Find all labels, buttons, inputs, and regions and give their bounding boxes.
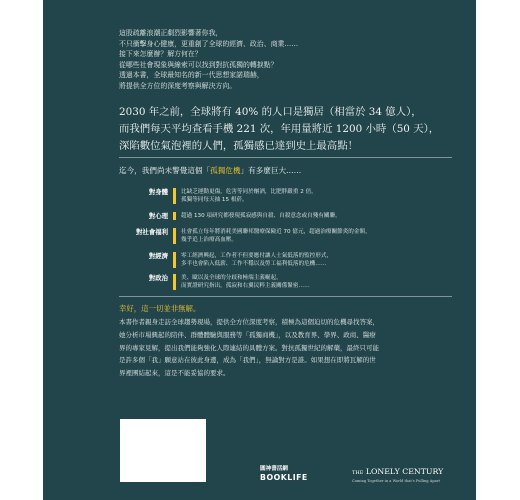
publisher-brand: BOOKLIFE — [260, 473, 308, 482]
book-title-article: THE — [352, 470, 364, 476]
intro-paragraph — [119, 28, 419, 92]
crisis-label: 對政治 — [148, 274, 168, 282]
crisis-text-line: 比缺乏運動更傷，危害等同於酗酒，比肥胖嚴重 2 倍， — [181, 189, 317, 195]
crisis-item-body — [119, 188, 452, 204]
crisis-text — [181, 212, 451, 220]
barcode-area — [120, 419, 206, 482]
crisis-heading-highlight: 孤獨危機 — [210, 166, 241, 175]
book-subtitle: Coming Together in a World that's Pulling Apart — [352, 479, 440, 483]
crisis-bar — [173, 274, 176, 290]
body-line: 界裡團結起來，這是不能妥協的要求。 — [119, 369, 230, 378]
crisis-heading-suffix: 」有多麼巨大…… — [240, 166, 302, 175]
crisis-bar — [173, 188, 176, 204]
crisis-bar — [173, 228, 176, 244]
crisis-label: 對經濟 — [148, 252, 168, 260]
intro-line: 從哪些社會現象與線索可以找到對抗孤獨的轉捩點？ — [119, 60, 278, 69]
crisis-bar — [173, 252, 176, 268]
crisis-item-welfare — [119, 228, 452, 244]
crisis-text — [181, 228, 451, 244]
stats-line: 深陷數位氣泡裡的人們，孤獨感已達到史上最高點！ — [119, 140, 358, 152]
publisher-name: 圓神書活網 — [260, 466, 288, 472]
body-line: 她分析市場興起的陪伴、群體體驗與服務等「孤獨商機」，以及教育界、學界、政商、醫療 — [119, 330, 376, 339]
crisis-heading — [119, 165, 301, 176]
book-title — [352, 467, 472, 478]
intro-line: 將提供全方位的深度考察與解決方向。 — [119, 81, 237, 90]
statistics-paragraph — [119, 104, 449, 155]
crisis-label: 對身體 — [148, 188, 168, 196]
closing-heading: 幸好，這一切並非無解。 — [119, 304, 201, 313]
crisis-item-economy — [119, 252, 452, 268]
stats-line: 而我們每天平均查看手機 221 次，年用量將近 1200 小時（50 天）， — [119, 123, 440, 135]
crisis-text-line: 社會孤立每年將消耗美國聯邦醫療保險近 70 億元，超過治療關節炎的金額， — [181, 229, 371, 235]
intro-line: 透過本書，全球最知名的新一代思想家諾瑞赫， — [119, 71, 264, 80]
divider-top — [119, 157, 452, 158]
body-line: 界的專家見解，提出我們能夠強化人際連結的具體方案。對抗孤獨世紀的解藥，最終只可能 — [119, 343, 379, 352]
crisis-label: 對心理 — [148, 212, 168, 220]
book-title-block — [352, 467, 472, 484]
book-title-main: LONELY CENTURY — [365, 467, 444, 476]
body-line: 是許多個「我」願意站在彼此身邊，成為「我們」，無論對方是誰。如果想在即將瓦解的世 — [119, 356, 376, 365]
intro-line: 接下來怎麼辦？解方何在？ — [119, 50, 202, 59]
crisis-label: 對社會福利 — [136, 228, 168, 236]
crisis-item-mind — [119, 212, 452, 228]
crisis-text — [181, 274, 451, 290]
crisis-bar — [173, 212, 176, 220]
crisis-text — [181, 188, 451, 204]
intro-line: 這股疏離浪潮正劇烈影響著你我， — [119, 29, 223, 37]
intro-line: 不只衝擊身心健康，更重創了全球的經濟、政治、商業…… — [119, 39, 299, 48]
crisis-text-line: 幾乎追上治療高血壓。 — [181, 237, 237, 244]
divider-bottom — [119, 296, 452, 297]
crisis-text-line: 零工經濟興起，工作者不但要應付讓人士氣低落的監控形式， — [181, 253, 333, 259]
publisher-logo — [260, 465, 320, 483]
crisis-text-line: 孤獨等同每天抽 15 根菸。 — [181, 197, 248, 204]
crisis-heading-prefix: 迄今，我們尚未警覺這個「 — [119, 166, 211, 175]
body-line: 本書作者親身走訪全球趨勢現場，提供全方位深度考察，積極為這個迫切的危機尋找答案， — [119, 318, 379, 326]
crisis-text-line: 多半也會陷入低薪、工作不穩以及勞工福利低落的危機…… — [181, 261, 327, 268]
crisis-text-line: 美、歐以及全球的分歧和極端主義崛起， — [181, 275, 282, 281]
description-paragraph — [119, 316, 452, 380]
book-back-cover — [43, 0, 476, 500]
crisis-item-politics — [119, 274, 452, 290]
crisis-text-line: 超過 130 項研究都發現孤寂感與自殺、自殺意念或自殘有關聯。 — [181, 213, 341, 219]
stats-line: 2030 年之前，全球將有 40% 的人口是獨居（相當於 34 億人）， — [119, 106, 422, 118]
crisis-text — [181, 252, 451, 268]
crisis-text-line: 而實證研究指出，孤寂和右翼民粹主義關係緊密…… — [181, 283, 310, 290]
